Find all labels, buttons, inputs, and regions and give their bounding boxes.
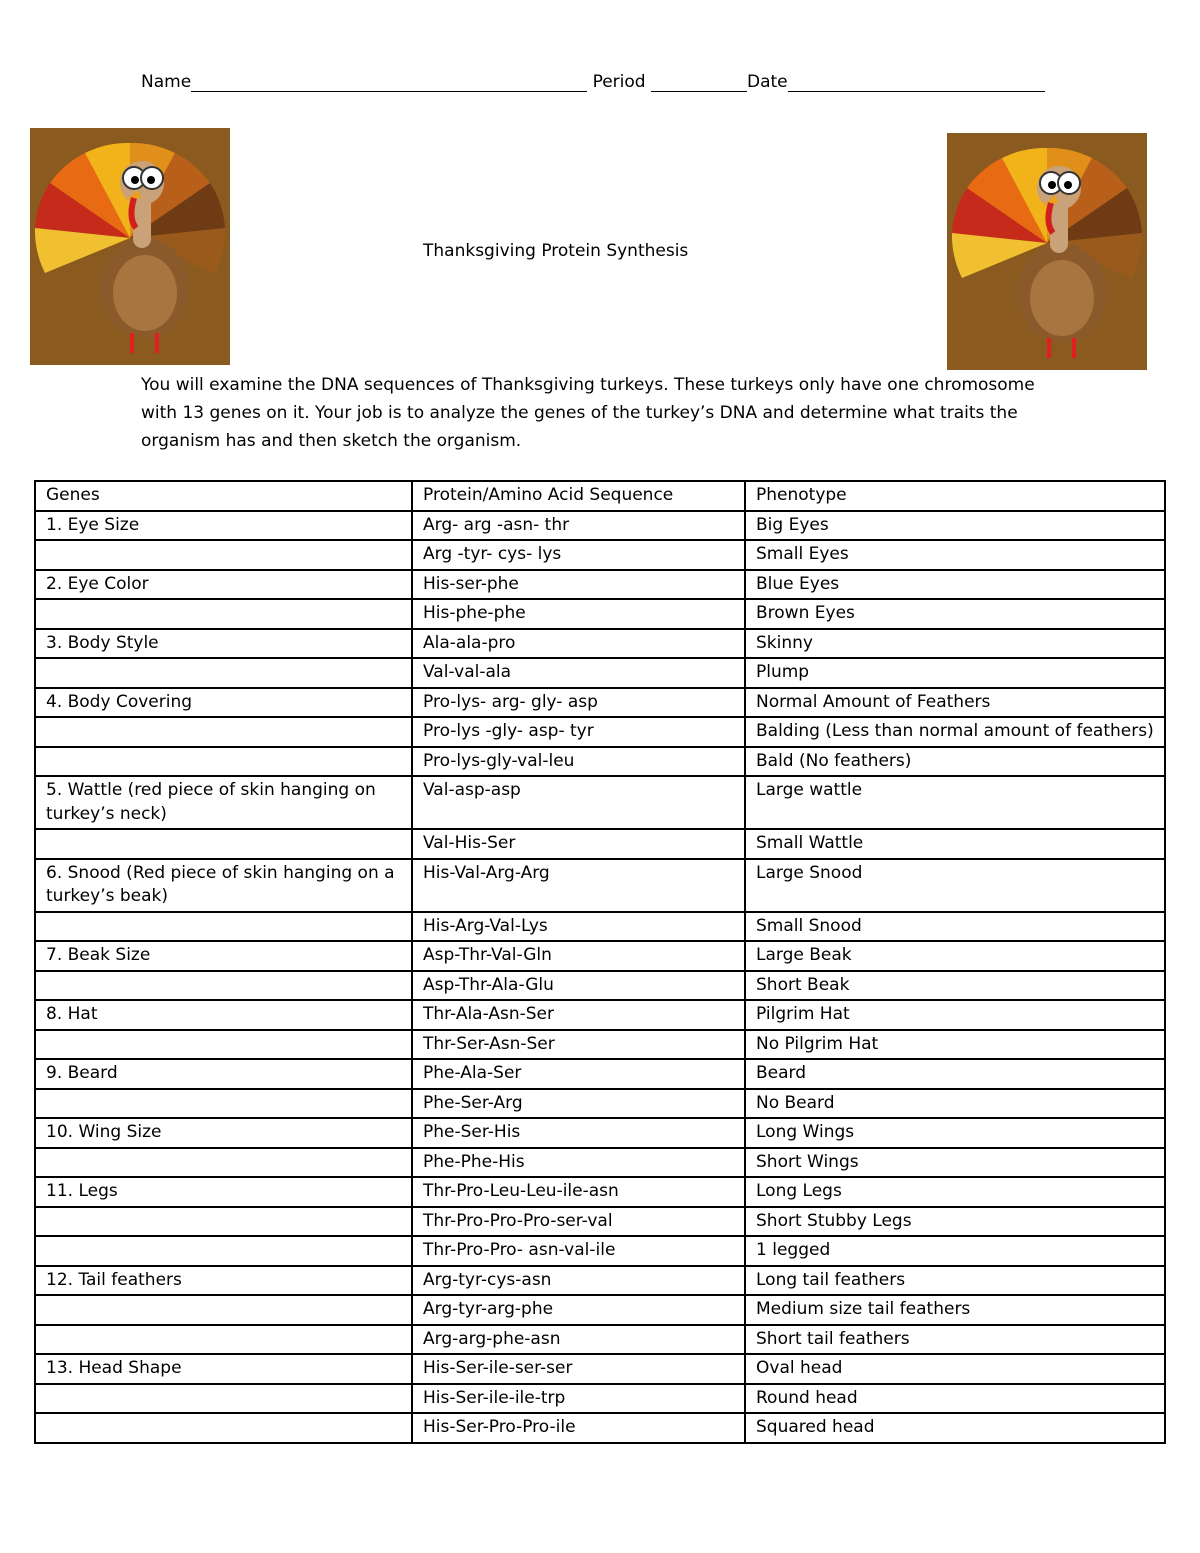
phenotype-cell: Small Wattle: [745, 829, 1165, 859]
gene-cell: [35, 1325, 412, 1355]
gene-cell: [35, 599, 412, 629]
table-row: [35, 1413, 1165, 1443]
phenotype-cell: 1 legged: [745, 1236, 1165, 1266]
table-row: [35, 1384, 1165, 1414]
phenotype-cell: Short Wings: [745, 1148, 1165, 1178]
table-row: [35, 1236, 1165, 1266]
sequence-cell: His-Ser-Pro-Pro-ile: [412, 1413, 745, 1443]
gene-cell: 7. Beak Size: [35, 941, 412, 971]
table-header-row: [35, 481, 1165, 511]
column-header-phenotype: Phenotype: [745, 481, 1165, 511]
phenotype-cell: Small Snood: [745, 912, 1165, 942]
table-row: [35, 1354, 1165, 1384]
sequence-cell: His-phe-phe: [412, 599, 745, 629]
sequence-cell: Arg-tyr-arg-phe: [412, 1295, 745, 1325]
phenotype-cell: Bald (No feathers): [745, 747, 1165, 777]
gene-cell: 4. Body Covering: [35, 688, 412, 718]
phenotype-cell: Balding (Less than normal amount of feathers): [745, 717, 1165, 747]
table-row: [35, 629, 1165, 659]
sequence-cell: Pro-lys-gly-val-leu: [412, 747, 745, 777]
phenotype-cell: Normal Amount of Feathers: [745, 688, 1165, 718]
gene-cell: [35, 658, 412, 688]
sequence-cell: Thr-Pro-Leu-Leu-ile-asn: [412, 1177, 745, 1207]
header-fields: [141, 72, 1056, 92]
phenotype-cell: Short Beak: [745, 971, 1165, 1001]
sequence-cell: Val-asp-asp: [412, 776, 745, 829]
table-row: [35, 1089, 1165, 1119]
gene-cell: 2. Eye Color: [35, 570, 412, 600]
phenotype-cell: Squared head: [745, 1413, 1165, 1443]
name-label: Name: [141, 72, 192, 92]
sequence-cell: Phe-Ser-His: [412, 1118, 745, 1148]
phenotype-cell: Blue Eyes: [745, 570, 1165, 600]
sequence-cell: His-Val-Arg-Arg: [412, 859, 745, 912]
phenotype-cell: Skinny: [745, 629, 1165, 659]
gene-cell: [35, 747, 412, 777]
phenotype-cell: Short Stubby Legs: [745, 1207, 1165, 1237]
gene-cell: [35, 971, 412, 1001]
table-row: [35, 658, 1165, 688]
sequence-cell: His-Arg-Val-Lys: [412, 912, 745, 942]
gene-cell: [35, 1236, 412, 1266]
sequence-cell: Pro-lys- arg- gly- asp: [412, 688, 745, 718]
sequence-cell: His-Ser-ile-ile-trp: [412, 1384, 745, 1414]
sequence-cell: Asp-Thr-Ala-Glu: [412, 971, 745, 1001]
gene-cell: 6. Snood (Red piece of skin hanging on a turkey’s beak): [35, 859, 412, 912]
sequence-cell: Thr-Pro-Pro-Pro-ser-val: [412, 1207, 745, 1237]
table-row: [35, 747, 1165, 777]
date-label: Date: [746, 72, 788, 92]
gene-cell: 1. Eye Size: [35, 511, 412, 541]
table-row: [35, 1325, 1165, 1355]
sequence-cell: Thr-Ala-Asn-Ser: [412, 1000, 745, 1030]
phenotype-cell: Big Eyes: [745, 511, 1165, 541]
sequence-cell: Phe-Ser-Arg: [412, 1089, 745, 1119]
table-row: [35, 971, 1165, 1001]
table-row: [35, 599, 1165, 629]
table-row: [35, 1266, 1165, 1296]
phenotype-cell: Brown Eyes: [745, 599, 1165, 629]
phenotype-cell: Long Legs: [745, 1177, 1165, 1207]
table-row: [35, 1207, 1165, 1237]
sequence-cell: Val-val-ala: [412, 658, 745, 688]
sequence-cell: Phe-Phe-His: [412, 1148, 745, 1178]
column-header-sequence: Protein/Amino Acid Sequence: [412, 481, 745, 511]
phenotype-cell: Round head: [745, 1384, 1165, 1414]
column-header-genes: Genes: [35, 481, 412, 511]
gene-cell: 3. Body Style: [35, 629, 412, 659]
phenotype-cell: Long Wings: [745, 1118, 1165, 1148]
traits-table: [34, 480, 1166, 1444]
gene-cell: [35, 1089, 412, 1119]
table-row: [35, 859, 1165, 912]
gene-cell: 9. Beard: [35, 1059, 412, 1089]
table-row: [35, 941, 1165, 971]
phenotype-cell: Plump: [745, 658, 1165, 688]
sequence-cell: Pro-lys -gly- asp- tyr: [412, 717, 745, 747]
table-row: [35, 1177, 1165, 1207]
table-row: [35, 829, 1165, 859]
sequence-cell: Arg- arg -asn- thr: [412, 511, 745, 541]
table-row: [35, 776, 1165, 829]
phenotype-cell: No Pilgrim Hat: [745, 1030, 1165, 1060]
phenotype-cell: Large Beak: [745, 941, 1165, 971]
phenotype-cell: Long tail feathers: [745, 1266, 1165, 1296]
gene-cell: [35, 540, 412, 570]
gene-cell: 5. Wattle (red piece of skin hanging on turkey’s neck): [35, 776, 412, 829]
period-blank[interactable]: [651, 73, 747, 92]
phenotype-cell: Pilgrim Hat: [745, 1000, 1165, 1030]
table-row: [35, 1000, 1165, 1030]
gene-cell: 11. Legs: [35, 1177, 412, 1207]
gene-cell: [35, 912, 412, 942]
sequence-cell: Thr-Pro-Pro- asn-val-ile: [412, 1236, 745, 1266]
table-row: [35, 540, 1165, 570]
phenotype-cell: No Beard: [745, 1089, 1165, 1119]
phenotype-cell: Medium size tail feathers: [745, 1295, 1165, 1325]
phenotype-cell: Short tail feathers: [745, 1325, 1165, 1355]
gene-cell: [35, 717, 412, 747]
turkey-image-left: [30, 128, 230, 365]
sequence-cell: Arg-arg-phe-asn: [412, 1325, 745, 1355]
sequence-cell: Arg -tyr- cys- lys: [412, 540, 745, 570]
phenotype-cell: Large Snood: [745, 859, 1165, 912]
page-title: Thanksgiving Protein Synthesis: [423, 241, 689, 261]
sequence-cell: Val-His-Ser: [412, 829, 745, 859]
table-row: [35, 1059, 1165, 1089]
table-row: [35, 1148, 1165, 1178]
name-blank[interactable]: [191, 73, 587, 92]
gene-cell: 12. Tail feathers: [35, 1266, 412, 1296]
table-row: [35, 912, 1165, 942]
table-row: [35, 688, 1165, 718]
table-row: [35, 511, 1165, 541]
gene-cell: [35, 1295, 412, 1325]
gene-cell: [35, 1384, 412, 1414]
table-row: [35, 1030, 1165, 1060]
table-row: [35, 1118, 1165, 1148]
phenotype-cell: Small Eyes: [745, 540, 1165, 570]
gene-cell: 13. Head Shape: [35, 1354, 412, 1384]
phenotype-cell: Large wattle: [745, 776, 1165, 829]
sequence-cell: Phe-Ala-Ser: [412, 1059, 745, 1089]
gene-cell: [35, 1413, 412, 1443]
turkey-image-right: [947, 133, 1147, 370]
table-row: [35, 1295, 1165, 1325]
sequence-cell: His-ser-phe: [412, 570, 745, 600]
period-label: Period: [592, 72, 646, 92]
table-row: [35, 717, 1165, 747]
gene-cell: 10. Wing Size: [35, 1118, 412, 1148]
sequence-cell: His-Ser-ile-ser-ser: [412, 1354, 745, 1384]
gene-cell: [35, 829, 412, 859]
gene-cell: [35, 1030, 412, 1060]
gene-cell: 8. Hat: [35, 1000, 412, 1030]
phenotype-cell: Oval head: [745, 1354, 1165, 1384]
date-blank[interactable]: [788, 73, 1045, 92]
sequence-cell: Arg-tyr-cys-asn: [412, 1266, 745, 1296]
sequence-cell: Ala-ala-pro: [412, 629, 745, 659]
table-row: [35, 570, 1165, 600]
intro-paragraph: You will examine the DNA sequences of Thanksgiving turkeys. These turkeys only have one chromosome with 13 genes on it. Your job is to analyze the genes of the turkey’s DNA and determine what traits the organism has and then sketch the organism.: [141, 375, 1035, 451]
gene-cell: [35, 1148, 412, 1178]
phenotype-cell: Beard: [745, 1059, 1165, 1089]
sequence-cell: Thr-Ser-Asn-Ser: [412, 1030, 745, 1060]
gene-cell: [35, 1207, 412, 1237]
sequence-cell: Asp-Thr-Val-Gln: [412, 941, 745, 971]
